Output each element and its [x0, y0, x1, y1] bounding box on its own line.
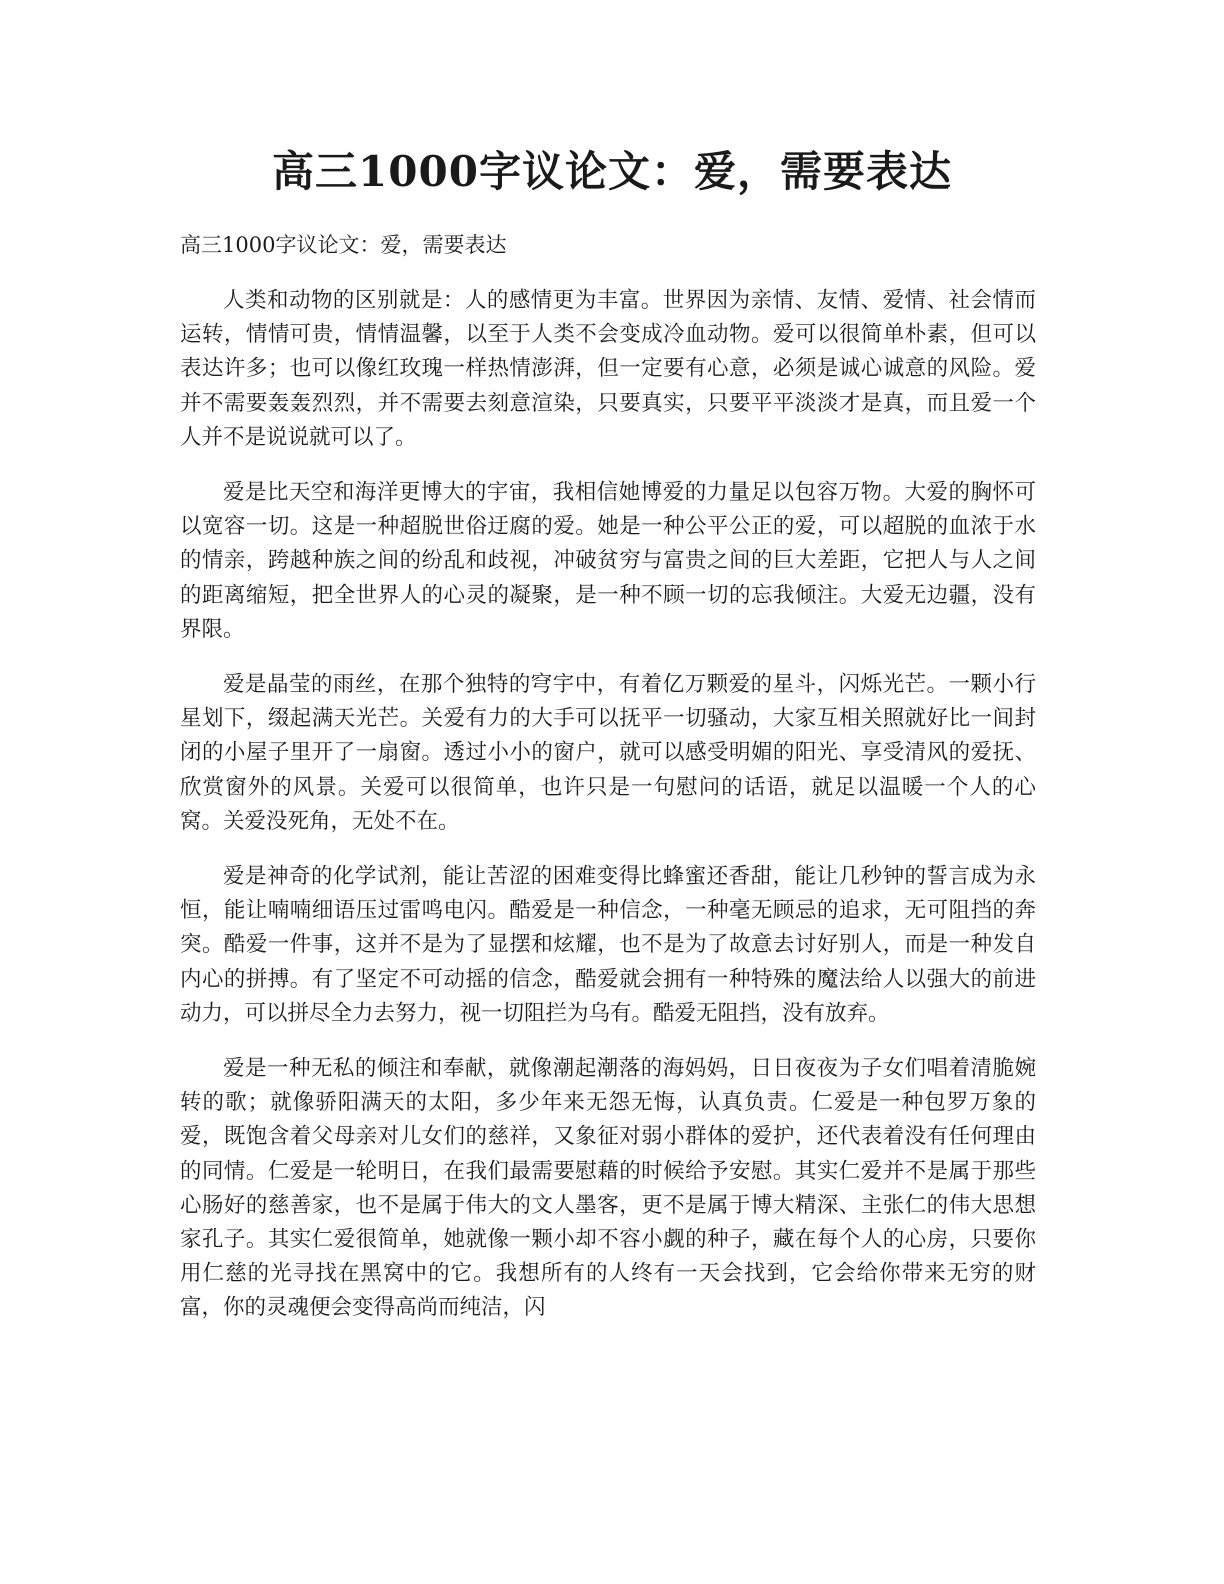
document-body [180, 284, 1036, 1347]
document-subtitle: 高三1000字议论文：爱，需要表达 [180, 233, 507, 257]
document-title: 高三1000字议论文：爱，需要表达 [272, 147, 952, 196]
paragraph: 爱是神奇的化学试剂，能让苦涩的困难变得比蜂蜜还香甜，能让几秒钟的誓言成为永恒，能让喃喃细语压过雷鸣电闪。酷爱是一种信念，一种毫无顾忌的追求，无可阻挡的奔突。酷爱一件事，这并不是为了显摆和炫耀，也不是为了故意去讨好别人，而是一种发自内心的拼搏。有了坚定不可动摇的信念，酷爱就会拥有一种特殊的魔法给人以强大的前进动力，可以拼尽全力去努力，视一切阻拦为乌有。酷爱无阻挡，没有放弃。 [180, 864, 1036, 1026]
paragraph: 爱是一种无私的倾注和奉献，就像潮起潮落的海妈妈，日日夜夜为子女们唱着清脆婉转的歌；就像骄阳满天的太阳，多少年来无怨无悔，认真负责。仁爱是一种包罗万象的爱，既饱含着父母亲对儿女们的慈祥，又象征对弱小群体的爱护，还代表着没有任何理由的同情。仁爱是一轮明日，在我们最需要慰藉的时候给予安慰。其实仁爱并不是属于那些心肠好的慈善家，也不是属于伟大的文人墨客，更不是属于博大精深、主张仁的伟大思想家孔子。其实仁爱很简单，她就像一颗小却不容小觑的种子，藏在每个人的心房，只要你用仁慈的光寻找在黑窝中的它。我想所有的人终有一天会找到，它会给你带来无穷的财富，你的灵魂便会变得高尚而纯洁，闪 [180, 1056, 1036, 1321]
paragraph: 爱是晶莹的雨丝，在那个独特的穹宇中，有着亿万颗爱的星斗，闪烁光芒。一颗小行星划下，缀起满天光芒。关爱有力的大手可以抚平一切骚动，大家互相关照就好比一间封闭的小屋子里开了一扇窗。透过小小的窗户，就可以感受明媚的阳光、享受清风的爱抚、欣赏窗外的风景。关爱可以很简单，也许只是一句慰问的话语，就足以温暖一个人的心窝。关爱没死角，无处不在。 [180, 672, 1036, 834]
paragraph: 人类和动物的区别就是：人的感情更为丰富。世界因为亲情、友情、爱情、社会情而运转，情情可贵，情情温馨，以至于人类不会变成冷血动物。爱可以很简单朴素，但可以表达许多；也可以像红玫瑰一样热情澎湃，但一定要有心意，必须是诚心诚意的风险。爱并不需要轰轰烈烈，并不需要去刻意渲染，只要真实，只要平平淡淡才是真，而且爱一个人并不是说说就可以了。 [180, 288, 1036, 450]
paragraph: 爱是比天空和海洋更博大的宇宙，我相信她博爱的力量足以包容万物。大爱的胸怀可以宽容一切。这是一种超脱世俗迂腐的爱。她是一种公平公正的爱，可以超脱的血浓于水的情亲，跨越种族之间的纷乱和歧视，冲破贫穷与富贵之间的巨大差距，它把人与人之间的距离缩短，把全世界人的心灵的凝聚，是一种不顾一切的忘我倾注。大爱无边疆，没有界限。 [180, 480, 1036, 642]
